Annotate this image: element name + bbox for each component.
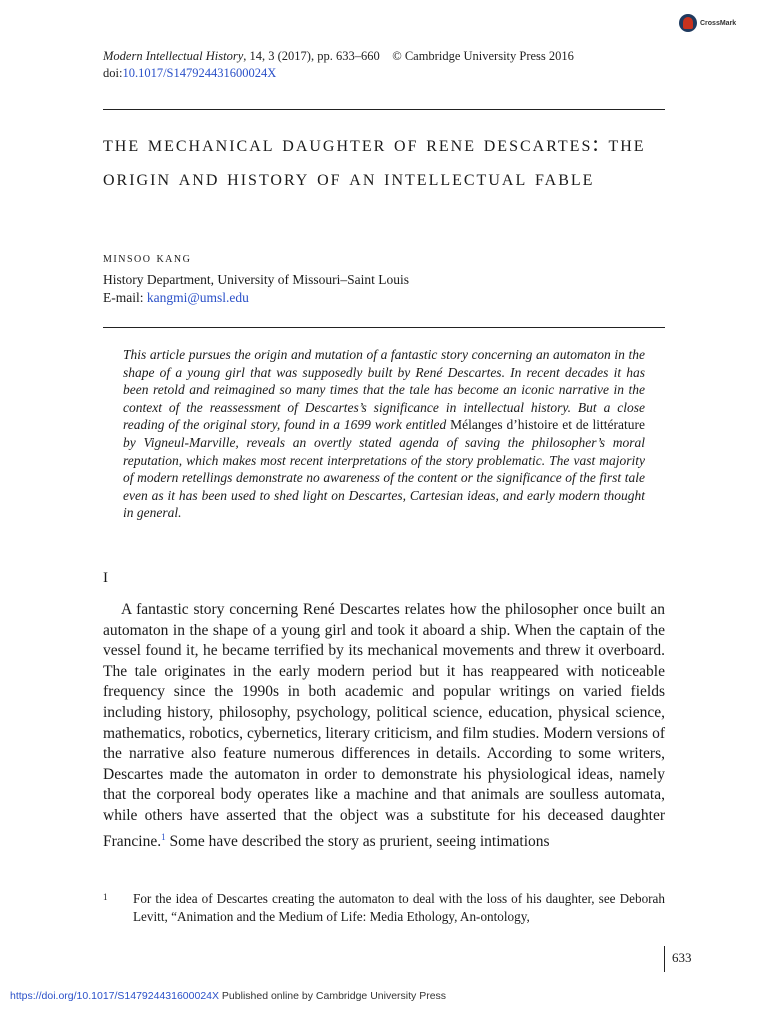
publisher-footer: [10, 990, 446, 1002]
footnote-number: 1: [103, 892, 108, 902]
author-name: minsoo kang: [103, 251, 192, 266]
abstract-divider: [103, 327, 665, 328]
abstract-work-title: Mélanges d’histoire et de littérature: [450, 417, 645, 433]
journal-citation: [103, 48, 574, 82]
author-affiliation-block: [103, 271, 409, 307]
crossmark-label: CrossMark: [700, 19, 737, 27]
doi-link[interactable]: 10.1017/S147924431600024X: [122, 66, 277, 80]
footnote-text: For the idea of Descartes creating the automaton to deal with the loss of his daughter, see Deborah Levitt, “Animation and the Medium of Life: Media Ethology, An-ontology,: [133, 891, 665, 924]
page-number-rule: [664, 946, 665, 972]
body-text-after-note: Some have described the story as prurient, seeing intimations: [165, 832, 550, 850]
body-paragraph: [103, 600, 665, 852]
body-text-before-note: A fantastic story concerning René Descartes relates how the philosopher once built an automaton in the shape of a young girl and took it aboard a ship. When the captain of the vessel found it, he became terrified by its mechanical movements and threw it overboard. The tale originates in the early modern period but it has reappeared with noticeable frequency since the 1990s in both academic and popular writings on varied fields including history, philosophy, psychology, political science, education, physical science, mathematics, robotics, cybernetics, literary criticism, and film studies. Modern versions of the narrative also feature numerous differences in details. According to some writers, Descartes made the automaton in order to demonstrate his physiological ideas, namely that the corporeal body operates like a machine and that animals are soulless automata, while others have asserted that the object was a substitute for his deceased daughter Francine.: [103, 601, 665, 850]
doi-prefix: doi:: [103, 66, 123, 80]
journal-issue: , 14, 3 (2017), pp. 633–660: [243, 49, 380, 63]
email-link[interactable]: kangmi@umsl.edu: [146, 290, 249, 305]
email-label: E-mail:: [103, 290, 147, 305]
section-heading: I: [103, 570, 108, 586]
header-divider: [103, 109, 665, 110]
crossmark-badge[interactable]: [679, 14, 736, 32]
abstract: [123, 346, 645, 522]
footer-published: Published online by Cambridge University Press: [219, 990, 447, 1002]
abstract-part-1: This article pursues the origin and mutation of a fantastic story concerning an automaton in the shape of a young girl that was supposedly built by René Descartes. In recent decades it has been retold and reimagined so many times that the tale has become an iconic narrative in the context of the reassessment of Descartes’s significance in intellectual history. But a close reading of the original story, found in a 1699 work entitled: [123, 347, 645, 433]
article-title: the mechanical daughter of rene descartes: the origin and history of an intellectual fable: [103, 131, 646, 190]
footnote-ref[interactable]: 1: [161, 831, 166, 842]
journal-copyright: © Cambridge University Press 2016: [392, 49, 574, 63]
crossmark-icon: [679, 14, 697, 32]
page-number: 633: [672, 950, 692, 965]
abstract-part-2: by Vigneul-Marville, reveals an overtly stated agenda of saving the philosopher’s moral reputation, which makes most recent interpretations of the story problematic. The vast majority of modern retellings demonstrate no awareness of the content or the significance of the first tale even as it has been used to shed light on Descartes, Cartesian ideas, and early modern thought in general.: [123, 434, 645, 521]
footnote: [103, 890, 665, 926]
affiliation: History Department, University of Missouri–Saint Louis: [103, 272, 409, 287]
footer-doi-link[interactable]: https://doi.org/10.1017/S147924431600024X: [10, 990, 220, 1002]
journal-name: Modern Intellectual History: [103, 49, 244, 63]
